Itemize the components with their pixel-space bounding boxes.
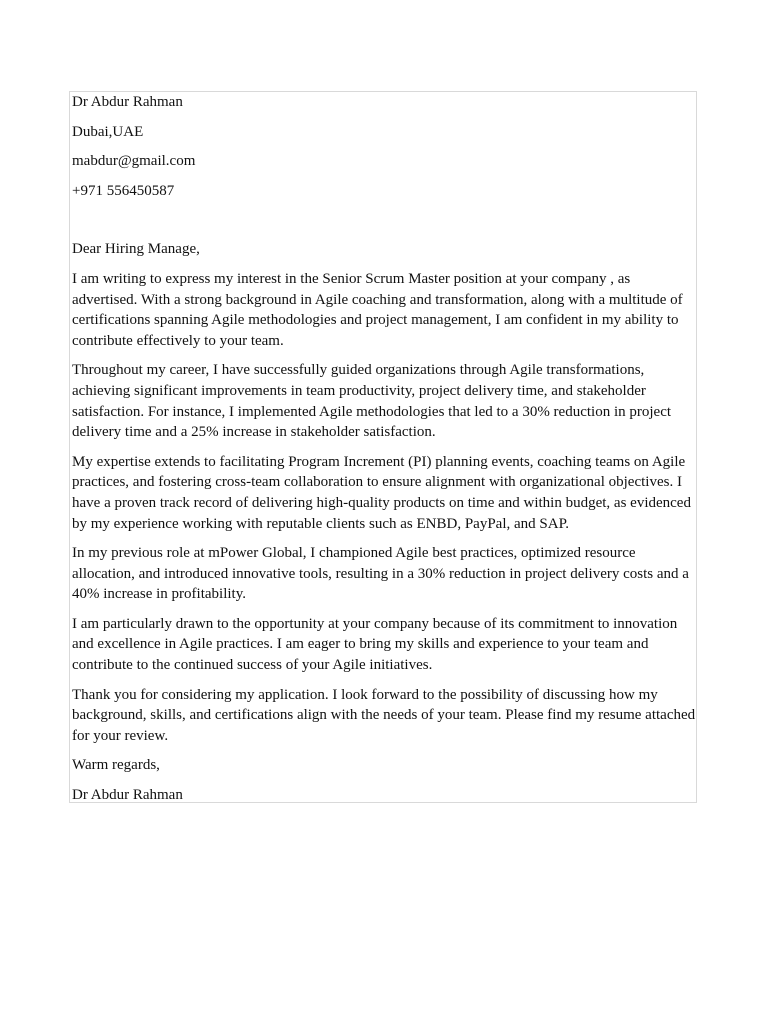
- salutation: Dear Hiring Manage,: [72, 241, 200, 258]
- closing: Warm regards,: [72, 757, 160, 774]
- sender-location: Dubai,UAE: [72, 123, 144, 140]
- letter-page: [69, 91, 697, 803]
- sender-name: Dr Abdur Rahman: [72, 94, 183, 110]
- signature-name: Dr Abdur Rahman: [72, 787, 183, 804]
- sender-email: mabdur@gmail.com: [72, 153, 196, 170]
- body-paragraph-1: I am writing to express my interest in the Senior Scrum Master position at your company , as advertised. With a strong background in Agile coaching and transformation, along with a multitude of certifications spanning Agile methodologies and project management, I am confident in my ability to contribute effectively to your team.: [72, 270, 683, 349]
- body-paragraph-3: My expertise extends to facilitating Program Increment (PI) planning events, coaching teams on Agile practices, and fostering cross-team collaboration to ensure alignment with organizational objectives. I have a proven track record of delivering high-quality products on time and within budget, as evidenced by my experience working with reputable clients such as ENBD, PayPal, and SAP.: [72, 453, 691, 532]
- sender-phone: +971 556450587: [72, 182, 175, 199]
- letter-content: [72, 92, 698, 806]
- body-paragraph-4: In my previous role at mPower Global, I championed Agile best practices, optimized resource allocation, and introduced innovative tools, resulting in a 30% reduction in project delivery costs and a 40% increase in profitability.: [72, 545, 689, 603]
- body-paragraph-2: Throughout my career, I have successfully guided organizations through Agile transformations, achieving significant improvements in team productivity, project delivery time, and stakeholder satisfaction. For instance, I implemented Agile methodologies that led to a 30% reduction in project delivery time and a 25% increase in stakeholder satisfaction.: [72, 362, 672, 441]
- body-paragraph-5: I am particularly drawn to the opportunity at your company because of its commitment to innovation and excellence in Agile practices. I am eager to bring my skills and experience to your team and contribute to the continued success of your Agile initiatives.: [72, 615, 678, 674]
- body-paragraph-6: Thank you for considering my application. I look forward to the possibility of discussing how my background, skills, and certifications align with the needs of your team. Please find my resume attached for your review.: [72, 686, 696, 744]
